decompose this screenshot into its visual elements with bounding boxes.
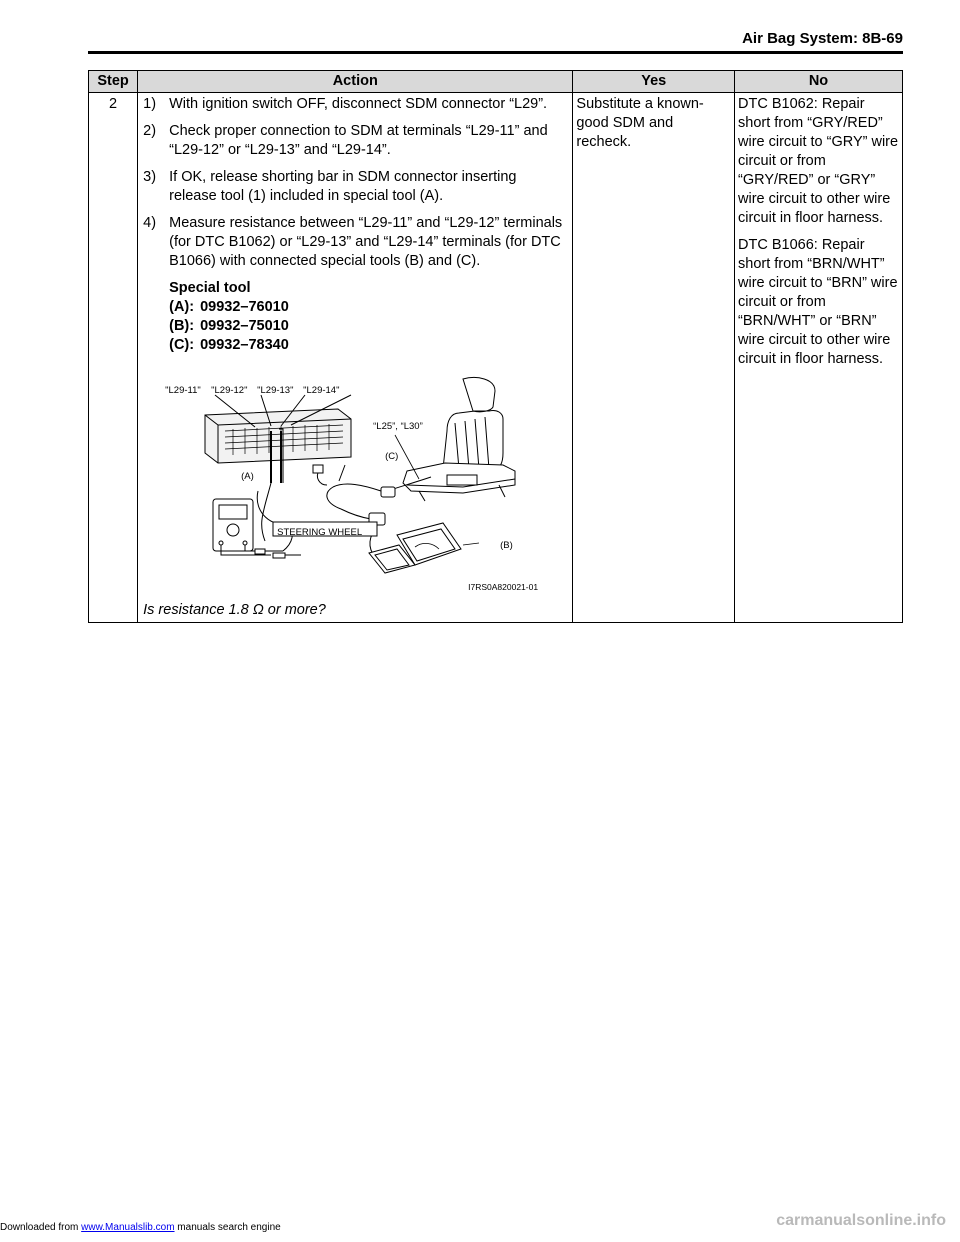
page-header: Air Bag System: 8B-69 (742, 30, 903, 47)
footer-suffix: manuals search engine (174, 1222, 281, 1233)
column-header-step: Step (89, 71, 138, 93)
step-text: Check proper connection to SDM at terminals “L29-11” and “L29-12” or “L29-13” and “L29-14”. (169, 123, 548, 158)
label-steering-wheel: STEERING WHEEL (277, 527, 363, 538)
label-l29-13: "L29-13" (257, 385, 294, 396)
no-remedy-b1062: DTC B1062: Repair short from “GRY/RED” wire circuit to “GRY” wire circuit or from “GRY/RED” or “GRY” wire circuit to other wire circuit in floor harness. (738, 96, 899, 226)
step-text: Measure resistance between “L29-11” and “L29-12” terminals (for DTC B1062) or “L29-13” and “L29-14” terminals (for DTC B1066) with connected special tools (B) and (C). (169, 215, 563, 269)
label-l29-12: "L29-12" (211, 385, 248, 396)
action-step (143, 122, 566, 160)
label-tool-a: (A) (241, 471, 254, 482)
watermark: carmanualsonline.info (776, 1212, 946, 1229)
diagram-illustration (163, 373, 563, 599)
table-row (89, 93, 903, 623)
tool-label: (A): (169, 299, 195, 315)
tool-code: 09932–76010 (200, 299, 289, 315)
step-index: 4) (143, 215, 157, 231)
step-index: 2) (143, 123, 157, 139)
action-cell (138, 93, 573, 623)
action-step (143, 214, 566, 271)
ohm-symbol: Ω (252, 602, 264, 618)
footer-prefix: Downloaded from (0, 1222, 82, 1233)
yes-cell: Substitute a known-good SDM and recheck. (573, 93, 735, 623)
column-header-no: No (735, 71, 903, 93)
diagnostic-table (88, 70, 903, 623)
action-steps-list (143, 95, 566, 271)
download-footer (0, 1222, 281, 1233)
special-tool-item (169, 298, 566, 317)
question-text: Is resistance 1.8 (143, 602, 253, 618)
label-l29-14: "L29-14" (303, 385, 340, 396)
label-tool-c: (C) (385, 451, 399, 462)
step-index: 3) (143, 169, 157, 185)
tool-code: 09932–78340 (200, 337, 289, 353)
step-number: 2 (89, 93, 138, 623)
figure-id: I7RS0A820021-01 (468, 582, 539, 592)
column-header-action: Action (138, 71, 573, 93)
special-tool-block (143, 279, 566, 355)
label-l29-11: "L29-11" (165, 385, 201, 396)
special-tool-item (169, 317, 566, 336)
tool-label: (B): (169, 318, 195, 334)
special-tool-item (169, 336, 566, 355)
action-step (143, 168, 566, 206)
question-text-end: or more? (263, 602, 326, 618)
no-cell (735, 93, 903, 623)
no-remedy-b1066: DTC B1066: Repair short from “BRN/WHT” wire circuit to “BRN” wire circuit or from “BRN/WHT” or “BRN” wire circuit to other wire circuit in floor harness. (738, 237, 898, 367)
action-step (143, 95, 566, 114)
connection-diagram (163, 373, 563, 599)
step-index: 1) (143, 96, 157, 112)
tool-label: (C): (169, 337, 195, 353)
table-header-row (89, 71, 903, 93)
manualslib-link[interactable]: www.Manualslib.com (81, 1222, 175, 1233)
special-tool-title: Special tool (169, 280, 251, 296)
step-text: If OK, release shorting bar in SDM connector inserting release tool (1) included in special tool (A). (169, 169, 517, 204)
check-question (143, 601, 566, 620)
label-l25-l30: “L25”, “L30” (373, 421, 423, 432)
label-tool-b: (B) (500, 540, 513, 551)
header-rule (88, 51, 903, 54)
column-header-yes: Yes (573, 71, 735, 93)
tool-code: 09932–75010 (200, 318, 289, 334)
step-text: With ignition switch OFF, disconnect SDM connector “L29”. (169, 96, 548, 112)
